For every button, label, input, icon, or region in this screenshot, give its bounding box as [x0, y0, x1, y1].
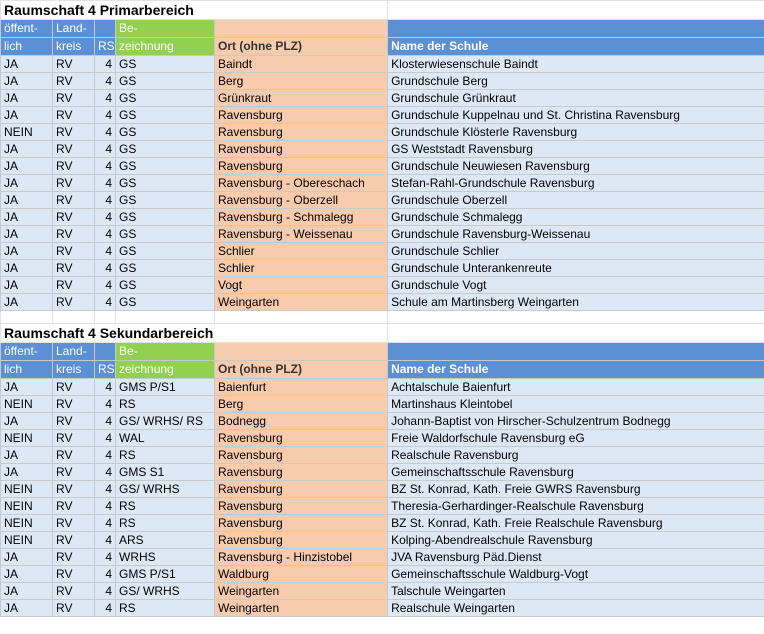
cell-schulname: Grundschule Neuwiesen Ravensburg [388, 158, 764, 175]
cell-bezeichnung: GS [116, 209, 215, 226]
header-ort: Ort (ohne PLZ) [215, 361, 388, 379]
cell-landkreis: RV [53, 566, 95, 583]
cell-rs: 4 [95, 481, 116, 498]
empty-cell [116, 311, 215, 324]
cell-bezeichnung: GS [116, 90, 215, 107]
cell-landkreis: RV [53, 515, 95, 532]
section-title-row [1, 1, 764, 20]
cell-bezeichnung: RS [116, 515, 215, 532]
cell-ort: Ravensburg [215, 515, 388, 532]
header-name-top [388, 343, 764, 361]
cell-schulname: Grundschule Berg [388, 73, 764, 90]
cell-bezeichnung: GS/ WRHS/ RS [116, 413, 215, 430]
header-name: Name der Schule [388, 38, 764, 56]
header-bezeichnung-2: zeichnung [116, 361, 215, 379]
cell-rs: 4 [95, 226, 116, 243]
cell-ort: Ravensburg [215, 430, 388, 447]
cell-schulname: Grundschule Ravensburg-Weissenau [388, 226, 764, 243]
cell-schulname: Grundschule Oberzell [388, 192, 764, 209]
table-row [1, 175, 764, 192]
cell-oeffentlich: JA [1, 192, 53, 209]
cell-landkreis: RV [53, 396, 95, 413]
cell-landkreis: RV [53, 56, 95, 73]
cell-schulname: Schule am Martinsberg Weingarten [388, 294, 764, 311]
cell-schulname: Realschule Ravensburg [388, 447, 764, 464]
cell-bezeichnung: GS [116, 226, 215, 243]
table-row [1, 73, 764, 90]
cell-rs: 4 [95, 56, 116, 73]
table-row [1, 447, 764, 464]
header-oeffentlich: öffent- [1, 20, 53, 38]
table-row [1, 90, 764, 107]
cell-rs: 4 [95, 243, 116, 260]
header-landkreis: Land- [53, 20, 95, 38]
table-row [1, 566, 764, 583]
cell-schulname: Grundschule Schlier [388, 243, 764, 260]
cell-ort: Weingarten [215, 583, 388, 600]
cell-bezeichnung: GS [116, 73, 215, 90]
cell-ort: Berg [215, 73, 388, 90]
cell-rs: 4 [95, 107, 116, 124]
cell-ort: Ravensburg - Obereschach [215, 175, 388, 192]
cell-ort: Ravensburg - Hinzistobel [215, 549, 388, 566]
cell-schulname: Johann-Baptist von Hirscher-Schulzentrum Bodnegg [388, 413, 764, 430]
header-oeffentlich-2: lich [1, 361, 53, 379]
table-row [1, 583, 764, 600]
table-row [1, 549, 764, 566]
table-row [1, 124, 764, 141]
table-row [1, 277, 764, 294]
empty-cell [388, 311, 764, 324]
cell-bezeichnung: GS [116, 260, 215, 277]
cell-bezeichnung: WRHS [116, 549, 215, 566]
table-row [1, 56, 764, 73]
header-bezeichnung-2: zeichnung [116, 38, 215, 56]
header-rs: RS [95, 38, 116, 56]
cell-bezeichnung: GS [116, 277, 215, 294]
cell-oeffentlich: JA [1, 243, 53, 260]
cell-landkreis: RV [53, 379, 95, 396]
header-landkreis-2: kreis [53, 361, 95, 379]
cell-schulname: Grundschule Schmalegg [388, 209, 764, 226]
cell-rs: 4 [95, 413, 116, 430]
table-row [1, 379, 764, 396]
cell-rs: 4 [95, 430, 116, 447]
cell-schulname: Gemeinschaftsschule Ravensburg [388, 464, 764, 481]
cell-bezeichnung: RS [116, 447, 215, 464]
cell-landkreis: RV [53, 430, 95, 447]
cell-bezeichnung: RS [116, 396, 215, 413]
cell-ort: Baienfurt [215, 379, 388, 396]
empty-cell [215, 311, 388, 324]
header-oeffentlich: öffent- [1, 343, 53, 361]
cell-oeffentlich: JA [1, 209, 53, 226]
cell-landkreis: RV [53, 192, 95, 209]
cell-bezeichnung: GS/ WRHS [116, 583, 215, 600]
table-row [1, 192, 764, 209]
cell-oeffentlich: NEIN [1, 532, 53, 549]
cell-landkreis: RV [53, 107, 95, 124]
header-name: Name der Schule [388, 361, 764, 379]
cell-rs: 4 [95, 294, 116, 311]
cell-rs: 4 [95, 498, 116, 515]
cell-oeffentlich: JA [1, 277, 53, 294]
cell-bezeichnung: GS [116, 107, 215, 124]
cell-schulname: Achtalschule Baienfurt [388, 379, 764, 396]
cell-ort: Ravensburg - Schmalegg [215, 209, 388, 226]
cell-bezeichnung: GS [116, 243, 215, 260]
header-rs-top [95, 343, 116, 361]
cell-ort: Schlier [215, 260, 388, 277]
table-row [1, 498, 764, 515]
cell-schulname: Martinshaus Kleintobel [388, 396, 764, 413]
cell-ort: Ravensburg [215, 481, 388, 498]
cell-bezeichnung: GMS P/S1 [116, 379, 215, 396]
cell-oeffentlich: NEIN [1, 498, 53, 515]
cell-oeffentlich: JA [1, 447, 53, 464]
cell-oeffentlich: JA [1, 549, 53, 566]
cell-schulname: Freie Waldorfschule Ravensburg eG [388, 430, 764, 447]
cell-schulname: BZ St. Konrad, Kath. Freie Realschule Ravensburg [388, 515, 764, 532]
cell-ort: Ravensburg [215, 447, 388, 464]
cell-ort: Ravensburg [215, 124, 388, 141]
cell-landkreis: RV [53, 90, 95, 107]
header-rs: RS [95, 361, 116, 379]
empty-cell [388, 1, 764, 20]
cell-rs: 4 [95, 260, 116, 277]
cell-oeffentlich: JA [1, 175, 53, 192]
cell-landkreis: RV [53, 464, 95, 481]
table-row [1, 294, 764, 311]
header-bezeichnung: Be- [116, 343, 215, 361]
cell-ort: Weingarten [215, 294, 388, 311]
table-row [1, 532, 764, 549]
cell-rs: 4 [95, 175, 116, 192]
spacer-row [1, 311, 764, 324]
cell-rs: 4 [95, 515, 116, 532]
cell-landkreis: RV [53, 158, 95, 175]
empty-cell [95, 311, 116, 324]
cell-bezeichnung: GS [116, 124, 215, 141]
table-row [1, 481, 764, 498]
cell-rs: 4 [95, 379, 116, 396]
cell-schulname: Klosterwiesenschule Baindt [388, 56, 764, 73]
cell-rs: 4 [95, 549, 116, 566]
table-row [1, 396, 764, 413]
cell-rs: 4 [95, 396, 116, 413]
header-oeffentlich-2: lich [1, 38, 53, 56]
cell-schulname: JVA Ravensburg Päd.Dienst [388, 549, 764, 566]
cell-bezeichnung: GS [116, 192, 215, 209]
cell-bezeichnung: RS [116, 498, 215, 515]
cell-bezeichnung: RS [116, 600, 215, 617]
cell-rs: 4 [95, 90, 116, 107]
empty-cell [388, 324, 764, 343]
cell-rs: 4 [95, 158, 116, 175]
cell-landkreis: RV [53, 532, 95, 549]
cell-rs: 4 [95, 600, 116, 617]
cell-oeffentlich: JA [1, 73, 53, 90]
cell-ort: Bodnegg [215, 413, 388, 430]
cell-schulname: Grundschule Unterankenreute [388, 260, 764, 277]
cell-ort: Vogt [215, 277, 388, 294]
cell-landkreis: RV [53, 583, 95, 600]
cell-bezeichnung: WAL [116, 430, 215, 447]
cell-ort: Ravensburg [215, 141, 388, 158]
cell-ort: Ravensburg [215, 532, 388, 549]
cell-oeffentlich: JA [1, 56, 53, 73]
cell-landkreis: RV [53, 243, 95, 260]
header-row-primar-2 [1, 38, 764, 56]
cell-schulname: BZ St. Konrad, Kath. Freie GWRS Ravensburg [388, 481, 764, 498]
cell-oeffentlich: JA [1, 90, 53, 107]
cell-landkreis: RV [53, 175, 95, 192]
cell-oeffentlich: JA [1, 294, 53, 311]
header-ort-top [215, 343, 388, 361]
cell-oeffentlich: NEIN [1, 124, 53, 141]
header-ort-top [215, 20, 388, 38]
header-rs-top [95, 20, 116, 38]
cell-rs: 4 [95, 73, 116, 90]
table-row [1, 515, 764, 532]
cell-oeffentlich: JA [1, 158, 53, 175]
cell-oeffentlich: JA [1, 226, 53, 243]
cell-landkreis: RV [53, 260, 95, 277]
cell-ort: Ravensburg [215, 498, 388, 515]
cell-landkreis: RV [53, 600, 95, 617]
cell-oeffentlich: JA [1, 600, 53, 617]
cell-ort: Waldburg [215, 566, 388, 583]
cell-schulname: Gemeinschaftsschule Waldburg-Vogt [388, 566, 764, 583]
table-row [1, 226, 764, 243]
cell-schulname: Stefan-Rahl-Grundschule Ravensburg [388, 175, 764, 192]
section-title-sekundar: Raumschaft 4 Sekundarbereich [1, 324, 388, 343]
cell-schulname: Theresia-Gerhardinger-Realschule Ravensburg [388, 498, 764, 515]
cell-ort: Weingarten [215, 600, 388, 617]
cell-oeffentlich: JA [1, 107, 53, 124]
cell-oeffentlich: NEIN [1, 430, 53, 447]
empty-cell [1, 311, 53, 324]
cell-rs: 4 [95, 141, 116, 158]
table-row [1, 107, 764, 124]
cell-landkreis: RV [53, 277, 95, 294]
cell-ort: Schlier [215, 243, 388, 260]
table-row [1, 430, 764, 447]
cell-bezeichnung: GMS S1 [116, 464, 215, 481]
cell-landkreis: RV [53, 413, 95, 430]
table-row [1, 209, 764, 226]
header-ort: Ort (ohne PLZ) [215, 38, 388, 56]
cell-bezeichnung: ARS [116, 532, 215, 549]
cell-rs: 4 [95, 583, 116, 600]
cell-landkreis: RV [53, 73, 95, 90]
table-row [1, 413, 764, 430]
cell-bezeichnung: GS [116, 56, 215, 73]
cell-oeffentlich: JA [1, 464, 53, 481]
cell-rs: 4 [95, 532, 116, 549]
cell-landkreis: RV [53, 481, 95, 498]
header-landkreis: Land- [53, 343, 95, 361]
table-row [1, 158, 764, 175]
cell-ort: Ravensburg [215, 107, 388, 124]
cell-ort: Ravensburg - Oberzell [215, 192, 388, 209]
cell-rs: 4 [95, 447, 116, 464]
cell-landkreis: RV [53, 124, 95, 141]
cell-oeffentlich: JA [1, 583, 53, 600]
cell-ort: Ravensburg [215, 158, 388, 175]
cell-schulname: Grundschule Grünkraut [388, 90, 764, 107]
cell-rs: 4 [95, 192, 116, 209]
cell-oeffentlich: JA [1, 141, 53, 158]
header-bezeichnung: Be- [116, 20, 215, 38]
cell-oeffentlich: JA [1, 566, 53, 583]
table-row [1, 600, 764, 617]
cell-bezeichnung: GS/ WRHS [116, 481, 215, 498]
cell-landkreis: RV [53, 226, 95, 243]
header-row-sekundar-2 [1, 361, 764, 379]
table-row [1, 243, 764, 260]
cell-bezeichnung: GS [116, 175, 215, 192]
cell-landkreis: RV [53, 294, 95, 311]
cell-schulname: GS Weststadt Ravensburg [388, 141, 764, 158]
cell-oeffentlich: JA [1, 379, 53, 396]
section-title-primar: Raumschaft 4 Primarbereich [1, 1, 388, 20]
cell-schulname: Grundschule Klösterle Ravensburg [388, 124, 764, 141]
cell-bezeichnung: GS [116, 294, 215, 311]
cell-ort: Baindt [215, 56, 388, 73]
cell-landkreis: RV [53, 549, 95, 566]
cell-oeffentlich: JA [1, 413, 53, 430]
cell-oeffentlich: NEIN [1, 396, 53, 413]
cell-schulname: Realschule Weingarten [388, 600, 764, 617]
cell-bezeichnung: GMS P/S1 [116, 566, 215, 583]
section-title-row [1, 324, 764, 343]
cell-schulname: Grundschule Kuppelnau und St. Christina Ravensburg [388, 107, 764, 124]
cell-landkreis: RV [53, 447, 95, 464]
cell-landkreis: RV [53, 209, 95, 226]
cell-bezeichnung: GS [116, 158, 215, 175]
cell-rs: 4 [95, 464, 116, 481]
cell-rs: 4 [95, 124, 116, 141]
cell-oeffentlich: JA [1, 260, 53, 277]
cell-ort: Ravensburg - Weissenau [215, 226, 388, 243]
cell-bezeichnung: GS [116, 141, 215, 158]
header-name-top [388, 20, 764, 38]
empty-cell [53, 311, 95, 324]
cell-ort: Berg [215, 396, 388, 413]
cell-rs: 4 [95, 209, 116, 226]
table-row [1, 464, 764, 481]
cell-rs: 4 [95, 566, 116, 583]
cell-landkreis: RV [53, 141, 95, 158]
cell-ort: Grünkraut [215, 90, 388, 107]
cell-schulname: Grundschule Vogt [388, 277, 764, 294]
header-row-sekundar-1 [1, 343, 764, 361]
cell-oeffentlich: NEIN [1, 515, 53, 532]
cell-schulname: Kolping-Abendrealschule Ravensburg [388, 532, 764, 549]
table-row [1, 260, 764, 277]
cell-rs: 4 [95, 277, 116, 294]
cell-ort: Ravensburg [215, 464, 388, 481]
header-row-primar-1 [1, 20, 764, 38]
cell-oeffentlich: NEIN [1, 481, 53, 498]
table-row [1, 141, 764, 158]
cell-schulname: Talschule Weingarten [388, 583, 764, 600]
header-landkreis-2: kreis [53, 38, 95, 56]
cell-landkreis: RV [53, 498, 95, 515]
